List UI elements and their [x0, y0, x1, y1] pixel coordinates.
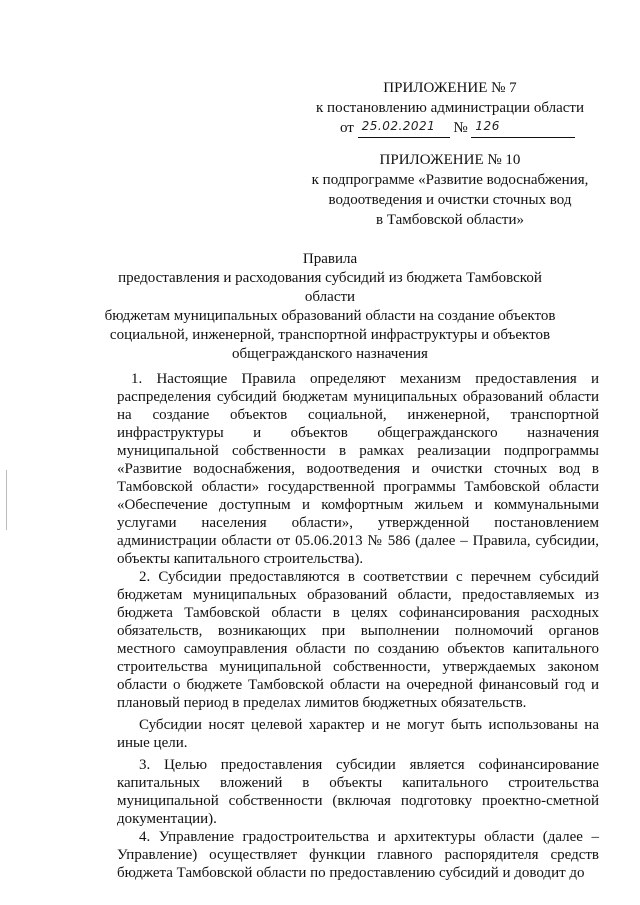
appendix-10-header: [300, 150, 600, 230]
paragraph-1: 1. Настоящие Правила определяют механизм предоставления и распределения субсидий бюджетам муниципальных образований области на создание объектов социальной, инженерной, транспортной инфраструктуры и объектов общегражданского назначения муниципальной собственности в рамках реализации подпрограммы «Развитие водоснабжения, водоотведения и очистки сточных вод в Тамбовской области» государственной программы Тамбовской области «Обеспечение доступным и комфортным жильем и коммунальными услугами населения области», утвержденной постановлением администрации области от 05.06.2013 № 586 (далее – Правила, субсидии, объекты капитального строительства).: [117, 371, 599, 567]
resolution-date-number-line: [340, 118, 600, 138]
rules-title-line-4: общегражданского назначения: [232, 346, 428, 362]
from-label: от: [340, 120, 354, 136]
appendix-10-line-3: в Тамбовской области»: [375, 212, 524, 228]
rules-title-line-2: бюджетам муниципальных образований области на создание объектов: [104, 308, 556, 324]
rules-title-line-3: социальной, инженерной, транспортной инфраструктуры и объектов: [109, 327, 551, 343]
paragraph-3: 3. Целью предоставления субсидии является софинансирование капитальных вложений в объекты капитального строительства муниципальной собственности (включая подготовку проектно-сметной документации).: [117, 757, 599, 827]
paragraph-2: 2. Субсидии предоставляются в соответствии с перечнем субсидий бюджетам муниципальных образований области, предоставляемых из бюджета Тамбовской области в целях софинансирования расходных обязательств, возникающих при выполнении полномочий органов местного самоуправления области по созданию объектов капитального строительства муниципальной собственности, утверждаемых законом области о бюджете Тамбовской области на очередной финансовый год и плановый период в пределах лимитов бюджетных обязательств.: [117, 569, 599, 711]
handwritten-number: 126: [475, 119, 500, 133]
paragraph-2-note: Субсидии носят целевой характер и не могут быть использованы на иные цели.: [117, 717, 599, 751]
number-blank: [471, 121, 575, 138]
date-blank: [358, 121, 450, 138]
rules-body: [117, 370, 599, 882]
appendix-7-subtitle: к постановлению администрации области: [316, 100, 584, 116]
appendix-10-line-1: к подпрограмме «Развитие водоснабжения,: [311, 172, 589, 188]
appendix-10-title: ПРИЛОЖЕНИЕ № 10: [379, 152, 521, 168]
number-label: №: [453, 120, 468, 136]
paragraph-4: 4. Управление градостроительства и архитектуры области (далее – Управление) осуществляет функции главного распорядителя средств бюджета Тамбовской области по предоставлению субсидий и доводит до: [117, 829, 599, 881]
handwritten-date: 25.02.2021: [361, 119, 436, 133]
appendix-10-line-2: водоотведения и очистки сточных вод: [328, 192, 572, 208]
appendix-7-title: ПРИЛОЖЕНИЕ № 7: [383, 80, 517, 96]
rules-heading: Правила: [302, 251, 358, 267]
scan-margin-mark: [6, 470, 7, 530]
rules-title-line-1: предоставления и расходования субсидий из бюджета Тамбовской области: [118, 270, 542, 305]
appendix-7-header: [300, 78, 600, 118]
rules-title: [95, 250, 565, 364]
